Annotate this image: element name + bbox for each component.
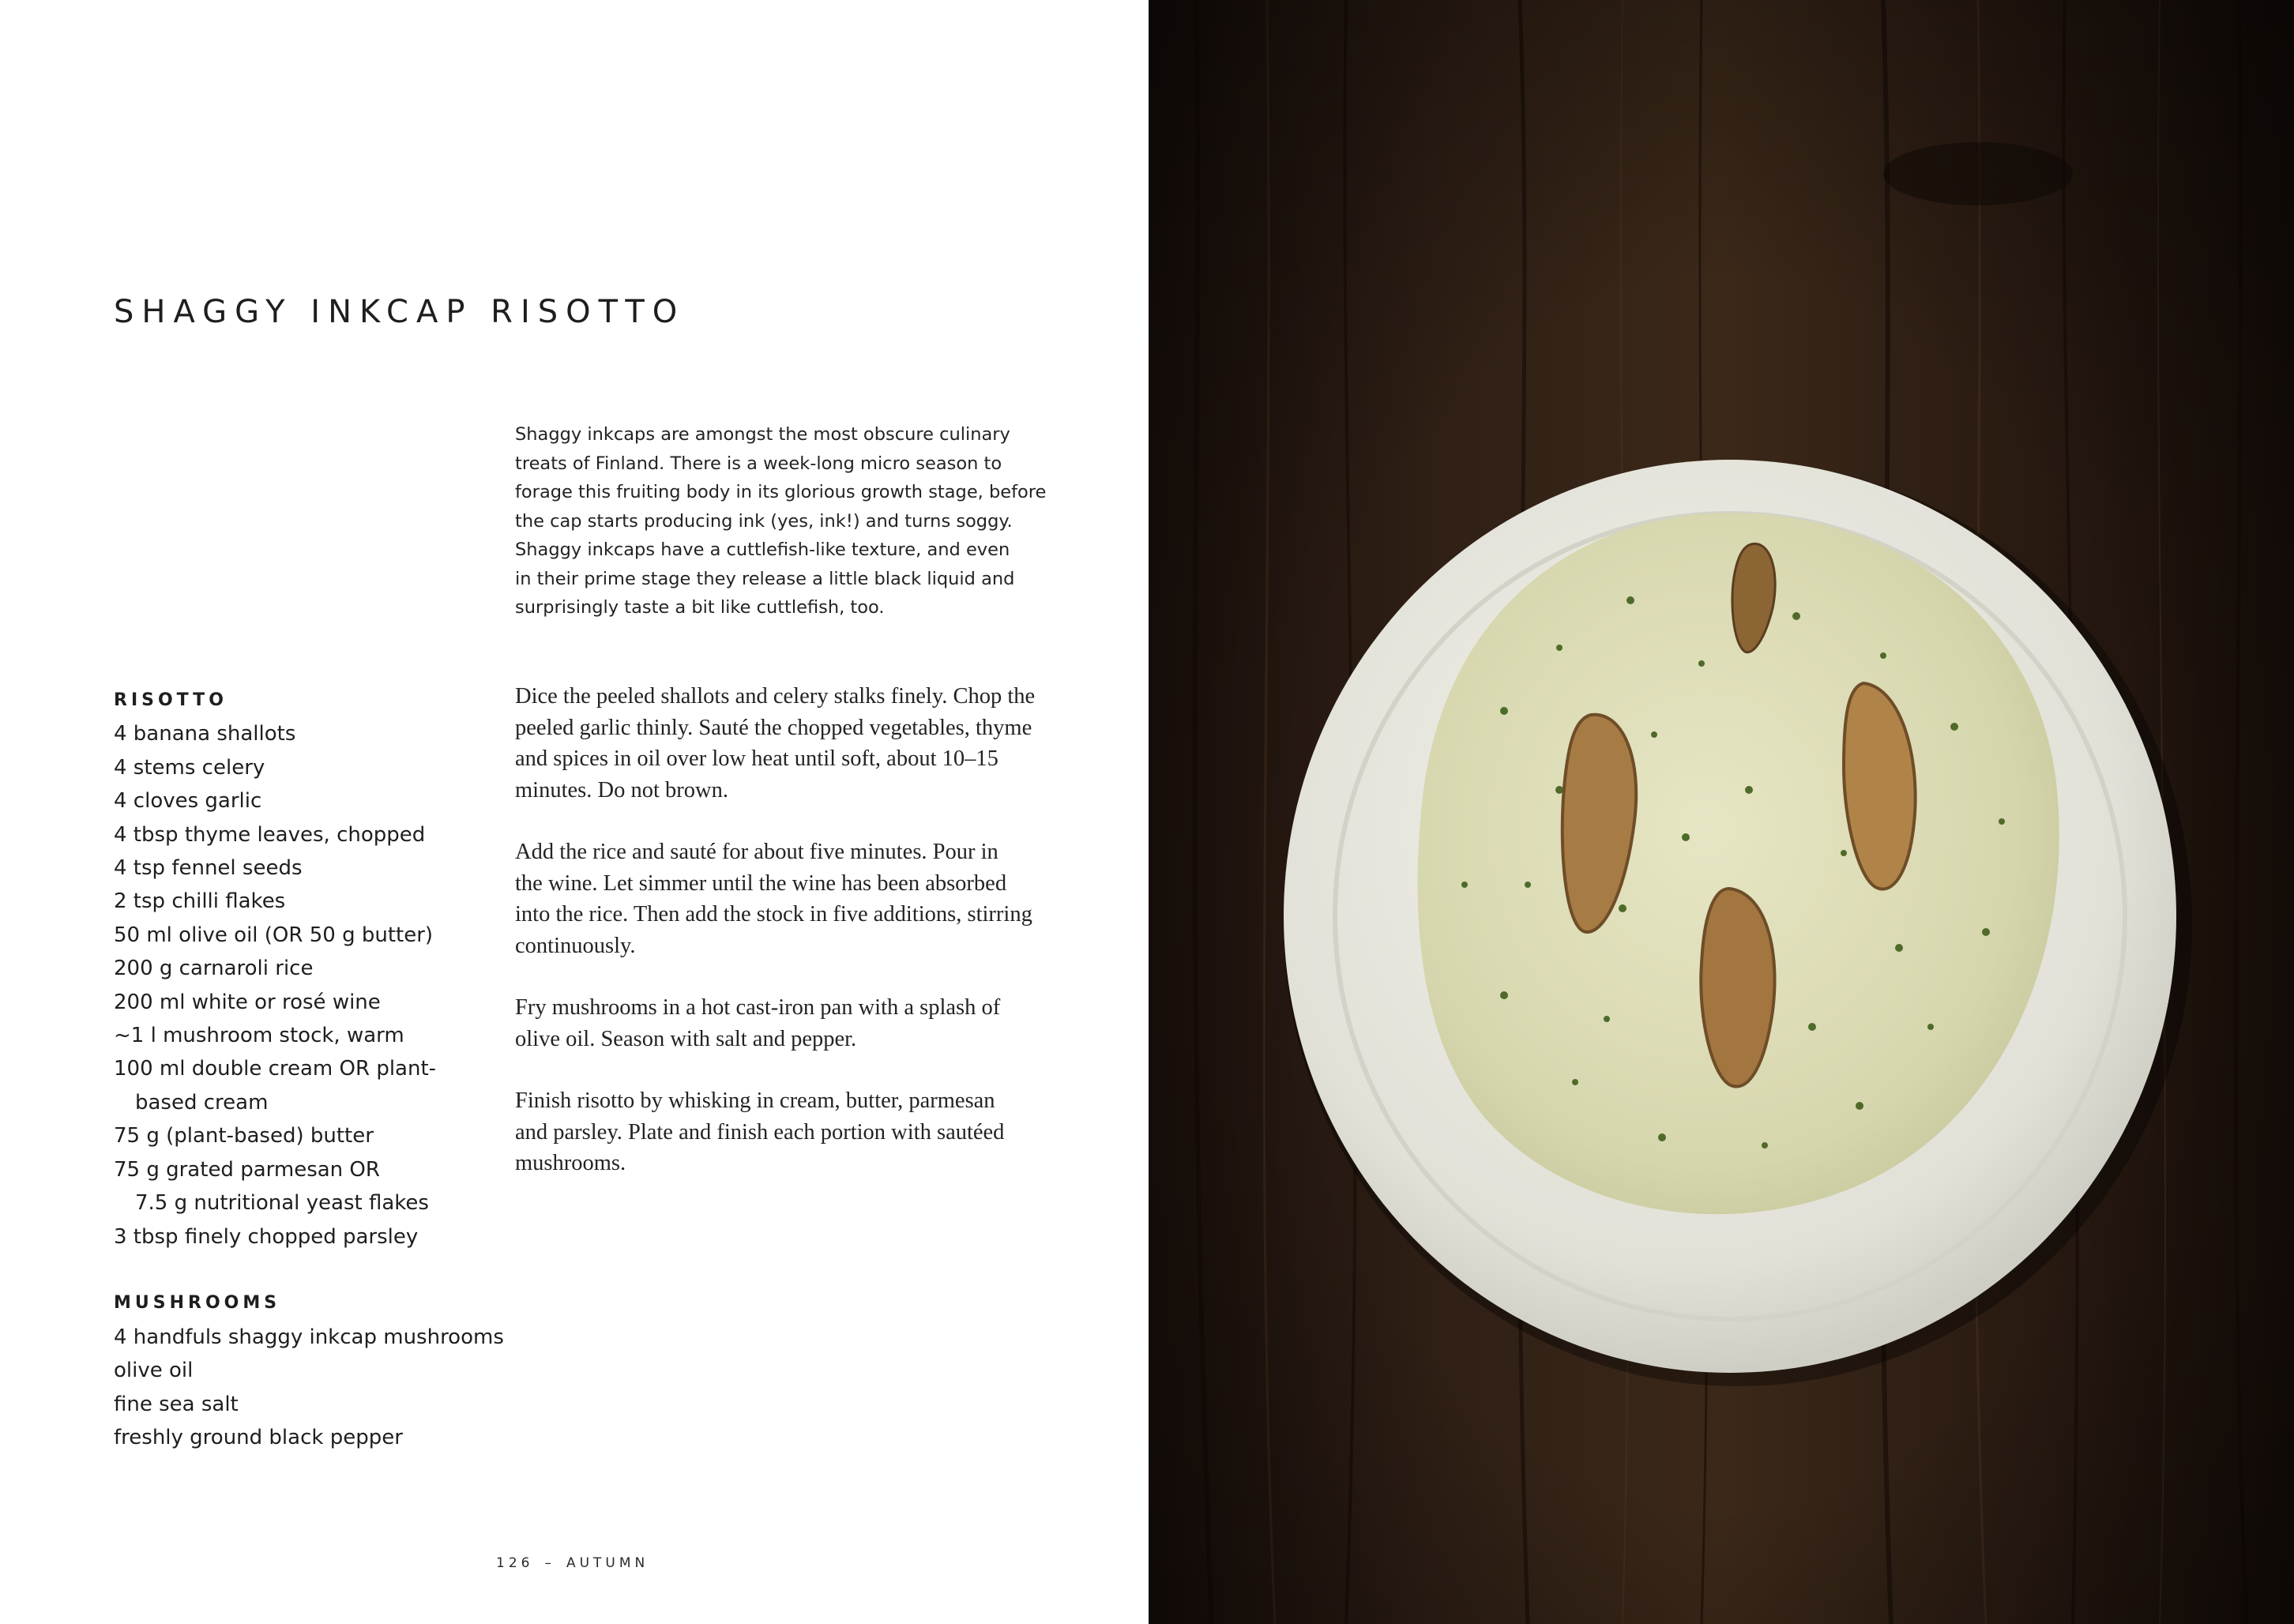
ingredient-item-cream bbox=[114, 1052, 509, 1119]
ingredient-item: 4 handfuls shaggy inkcap mushrooms bbox=[114, 1325, 504, 1349]
ingredient-item: 4 tsp fennel seeds bbox=[114, 856, 303, 881]
mushrooms-heading: MUSHROOMS bbox=[114, 1293, 281, 1314]
ingredient-item: 50 ml olive oil (OR 50 g butter) bbox=[114, 923, 434, 947]
page-footer bbox=[496, 1555, 649, 1571]
ingredient-item: 200 g carnaroli rice bbox=[114, 957, 314, 981]
ingredient-item: freshly ground black pepper bbox=[114, 1425, 403, 1449]
photo-illustration bbox=[1149, 0, 2294, 1624]
intro-line: Shaggy inkcaps are amongst the most obscure culinary bbox=[515, 424, 1010, 445]
mushroom bbox=[1701, 889, 1774, 1087]
intro-line: Shaggy inkcaps have a cuttlefish-like texture, and even bbox=[515, 539, 1010, 560]
method-line: olive oil. Season with salt and pepper. bbox=[515, 1026, 857, 1051]
method-line: Finish risotto by whisking in cream, butter, parmesan bbox=[515, 1088, 995, 1113]
section-name: AUTUMN bbox=[566, 1555, 649, 1571]
risotto-heading: RISOTTO bbox=[114, 690, 228, 710]
section-spacer bbox=[114, 1254, 509, 1287]
footer-separator: – bbox=[544, 1555, 555, 1571]
ingredient-item: 75 g (plant-based) butter bbox=[114, 1124, 374, 1148]
method-step bbox=[515, 836, 1052, 961]
intro-line: treats of Finland. There is a week-long micro season to bbox=[515, 453, 1002, 474]
method-steps bbox=[515, 681, 1052, 1210]
ingredient-item: 4 stems celery bbox=[114, 755, 265, 780]
ingredient-item-parmesan bbox=[114, 1153, 509, 1220]
method-line: peeled garlic thinly. Sauté the chopped vegetables, thyme bbox=[515, 715, 1032, 740]
method-line: the wine. Let simmer until the wine has been absorbed bbox=[515, 870, 1007, 896]
ingredients-list bbox=[114, 684, 509, 1454]
ingredient-item: 4 tbsp thyme leaves, chopped bbox=[114, 822, 426, 847]
risotto-plate-photo bbox=[1149, 0, 2294, 1624]
method-line: into the rice. Then add the stock in five additions, stirring bbox=[515, 902, 1032, 927]
ingredient-item: 3 tbsp finely chopped parsley bbox=[114, 1224, 419, 1249]
ingredient-item: 4 cloves garlic bbox=[114, 789, 262, 814]
ingredient-line-continued: 7.5 g nutritional yeast flakes bbox=[135, 1191, 429, 1216]
ingredient-item: 200 ml white or rosé wine bbox=[114, 990, 381, 1014]
recipe-intro bbox=[515, 420, 1052, 622]
method-line: minutes. Do not brown. bbox=[515, 777, 728, 803]
ingredient-line: 75 g grated parmesan OR bbox=[114, 1157, 380, 1182]
method-step bbox=[515, 681, 1052, 806]
method-line: mushrooms. bbox=[515, 1151, 626, 1175]
intro-line: forage this fruiting body in its glorious growth stage, before bbox=[515, 482, 1047, 502]
method-line: Dice the peeled shallots and celery stalks finely. Chop the bbox=[515, 684, 1036, 709]
ingredient-item: 4 banana shallots bbox=[114, 722, 296, 746]
ingredient-line: 100 ml double cream OR plant- bbox=[114, 1057, 437, 1081]
method-line: and spices in oil over low heat until soft, about 10–15 bbox=[515, 746, 998, 771]
method-line: continuously. bbox=[515, 933, 636, 958]
method-line: and parsley. Plate and finish each portion with sautéed bbox=[515, 1119, 1005, 1145]
intro-line: in their prime stage they release a little black liquid and bbox=[515, 568, 1015, 589]
method-line: Fry mushrooms in a hot cast-iron pan with a splash of bbox=[515, 995, 1001, 1020]
ingredient-item: fine sea salt bbox=[114, 1392, 239, 1416]
ingredient-line-continued: based cream bbox=[135, 1090, 269, 1115]
page-number: 126 bbox=[496, 1555, 534, 1571]
ingredient-item: ~1 l mushroom stock, warm bbox=[114, 1024, 404, 1048]
ingredient-item: 2 tsp chilli flakes bbox=[114, 889, 286, 914]
method-line: Add the rice and sauté for about five minutes. Pour in bbox=[515, 840, 998, 864]
intro-line: surprisingly taste a bit like cuttlefish, too. bbox=[515, 597, 885, 618]
recipe-title: SHAGGY INKCAP RISOTTO bbox=[114, 294, 686, 330]
intro-line: the cap starts producing ink (yes, ink!) and turns soggy. bbox=[515, 510, 1013, 532]
method-step bbox=[515, 1085, 1052, 1179]
method-step bbox=[515, 992, 1052, 1054]
ingredient-item: olive oil bbox=[114, 1359, 194, 1383]
